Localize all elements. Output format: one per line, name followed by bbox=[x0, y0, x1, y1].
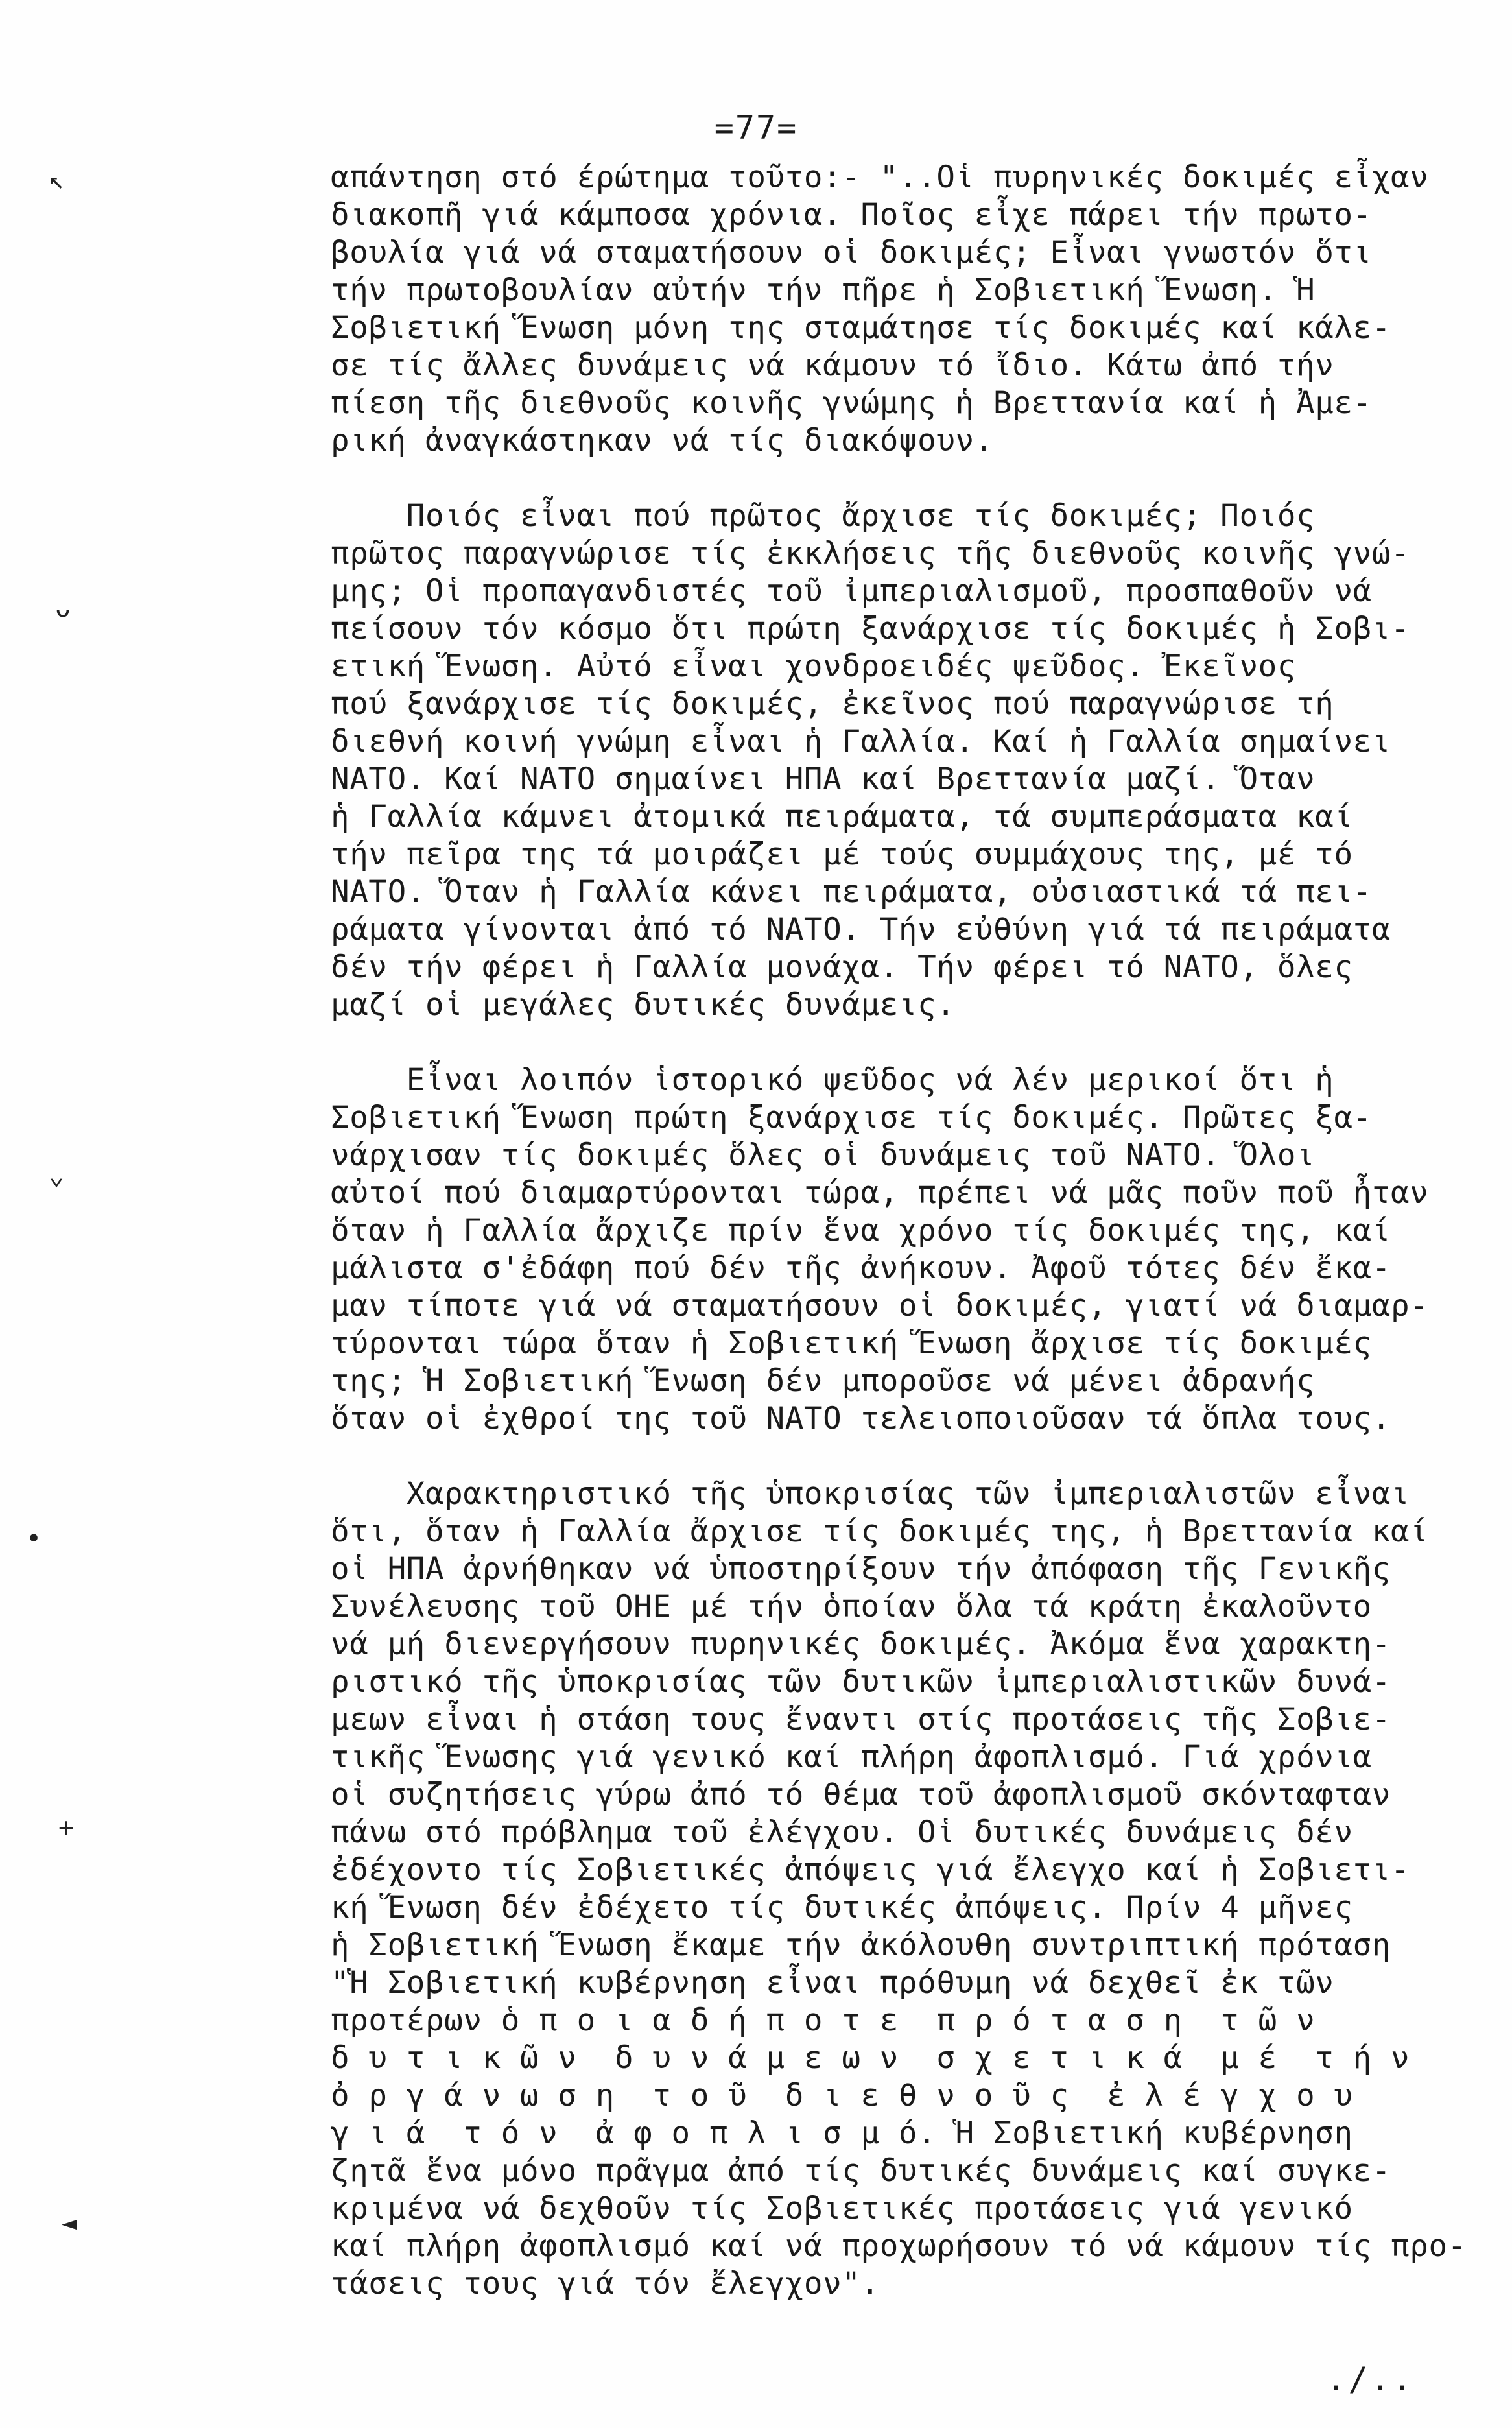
text-line: ἡ Γαλλία κάμνει ἀτομικά πειράματα, τά συμπεράσματα καί bbox=[331, 799, 1353, 835]
text-line: πρῶτος παραγνώρισε τίς ἐκκλήσεις τῆς διεθνοῦς κοινῆς γνώ- bbox=[331, 536, 1410, 571]
text-line: Σοβιετική Ἕνωση μόνη της σταμάτησε τίς δοκιμές καί κάλε- bbox=[331, 310, 1391, 346]
text-line: βουλία γιά νά σταματήσουν οἱ δοκιμές; Εἶναι γνωστόν ὅτι bbox=[331, 235, 1372, 270]
text-line: τικῆς Ἕνωσης γιά γενικό καί πλήρη ἀφοπλισμό. Γιά χρόνια bbox=[331, 1739, 1372, 1775]
text-line: ἡ Σοβιετική Ἕνωση ἔκαμε τήν ἀκόλουθη συντριπτική πρόταση bbox=[331, 1927, 1391, 1963]
page-number: =77= bbox=[714, 109, 798, 147]
text-line: ΝΑΤΟ. Ὅταν ἡ Γαλλία κάνει πειράματα, οὐσιαστικά τά πει- bbox=[331, 874, 1372, 910]
text-line: διεθνή κοινή γνώμη εἶναι ἡ Γαλλία. Καί ἡ Γαλλία σημαίνει bbox=[331, 724, 1391, 759]
text-line: νάρχισαν τίς δοκιμές ὅλες οἱ δυνάμεις τοῦ ΝΑΤΟ. Ὅλοι bbox=[331, 1137, 1316, 1173]
text-line: ὅτι, ὅταν ἡ Γαλλία ἄρχισε τίς δοκιμές της, ἡ Βρεττανία καί bbox=[331, 1514, 1429, 1549]
text-line: κριμένα νά δεχθοῦν τίς Σοβιετικές προτάσεις γιά γενικό bbox=[331, 2191, 1353, 2226]
text-line: ετική Ἕνωση. Αὐτό εἶναι χονδροειδές ψεῦδος. Ἐκεῖνος bbox=[331, 649, 1297, 684]
text-line: πάνω στό πρόβλημα τοῦ ἐλέγχου. Οἱ δυτικές δυνάμεις δέν bbox=[331, 1815, 1353, 1850]
text-line: ὅταν οἱ ἐχθροί της τοῦ ΝΑΤΟ τελειοποιοῦσαν τά ὅπλα τους. bbox=[331, 1401, 1391, 1436]
margin-scratch-mark: ᴗ bbox=[55, 593, 71, 623]
text-line: κή Ἕνωση δέν ἐδέχετο τίς δυτικές ἀπόψεις. Πρίν 4 μῆνες bbox=[331, 1890, 1353, 1925]
text-line: Ποιός εἶναι πού πρῶτος ἄρχισε τίς δοκιμές; Ποιός bbox=[331, 498, 1316, 534]
margin-scratch-mark: + bbox=[58, 1813, 75, 1842]
text-line: πίεση τῆς διεθνοῦς κοινῆς γνώμης ἡ Βρεττανία καί ἡ Ἀμε- bbox=[331, 385, 1372, 421]
margin-scratch-mark: ↖ bbox=[49, 165, 65, 195]
text-line: μαν τίποτε γιά νά σταματήσουν οἱ δοκιμές, γιατί νά διαμαρ- bbox=[331, 1288, 1429, 1324]
text-line: διακοπῆ γιά κάμποσα χρόνια. Ποῖος εἶχε πάρει τήν πρωτο- bbox=[331, 197, 1372, 233]
text-line: ρική ἀναγκάστηκαν νά τίς διακόψουν. bbox=[331, 423, 993, 458]
text-line: ὀ ρ γ ά ν ω σ η τ ο ῦ δ ι ε θ ν ο ῦ ς ἐ λ έ γ χ ο υ bbox=[331, 2078, 1353, 2113]
text-line: προτέρων ὁ π ο ι α δ ή π ο τ ε π ρ ό τ α σ η τ ῶ ν bbox=[331, 2003, 1316, 2038]
text-line: καί πλήρη ἀφοπλισμό καί νά προχωρήσουν τό νά κάμουν τίς προ- bbox=[331, 2228, 1467, 2264]
paragraph-gap bbox=[331, 1438, 1478, 1475]
paragraph-gap bbox=[331, 1024, 1478, 1062]
text-line: Συνέλευσης τοῦ ΟΗΕ μέ τήν ὁποίαν ὅλα τά κράτη ἐκαλοῦντο bbox=[331, 1589, 1372, 1625]
text-line: μάλιστα σ'ἐδάφη πού δέν τῆς ἀνήκουν. Ἀφοῦ τότες δέν ἔκα- bbox=[331, 1250, 1391, 1286]
text-line: Εἶναι λοιπόν ἱστορικό ψεῦδος νά λέν μερικοί ὅτι ἡ bbox=[331, 1062, 1334, 1098]
text-line: τήν πεῖρα της τά μοιράζει μέ τούς συμμάχους της, μέ τό bbox=[331, 837, 1353, 872]
text-line: οἱ ΗΠΑ ἀρνήθηκαν νά ὑποστηρίξουν τήν ἀπόφαση τῆς Γενικῆς bbox=[331, 1551, 1391, 1587]
text-line: ἐδέχοντο τίς Σοβιετικές ἀπόψεις γιά ἔλεγχο καί ἡ Σοβιετι- bbox=[331, 1852, 1410, 1888]
text-line: αὐτοί πού διαμαρτύρονται τώρα, πρέπει νά μᾶς ποῦν ποῦ ἦταν bbox=[331, 1175, 1429, 1211]
paragraph-gap bbox=[331, 460, 1478, 497]
text-line: τήν πρωτοβουλίαν αὐτήν τήν πῆρε ἡ Σοβιετική Ἕνωση. Ἡ bbox=[331, 272, 1316, 308]
text-line: απάντηση στό έρώτημα τοῦτο:- "..Οἱ πυρηνικές δοκιμές εἶχαν bbox=[331, 160, 1429, 195]
body-text bbox=[331, 159, 1478, 2303]
text-line: πού ξανάρχισε τίς δοκιμές, ἐκεῖνος πού παραγνώρισε τή bbox=[331, 686, 1334, 722]
text-line: ὅταν ἡ Γαλλία ἄρχιζε πρίν ἕνα χρόνο τίς δοκιμές της, καί bbox=[331, 1213, 1391, 1248]
continuation-mark: ./.. bbox=[1326, 2361, 1415, 2398]
text-line: Χαρακτηριστικό τῆς ὑποκρισίας τῶν ἰμπεριαλιστῶν εἶναι bbox=[331, 1476, 1410, 1512]
margin-scratch-mark: • bbox=[26, 1524, 42, 1554]
text-line: πείσουν τόν κόσμο ὅτι πρώτη ξανάρχισε τίς δοκιμές ἡ Σοβι- bbox=[331, 611, 1410, 647]
text-line: "Ἡ Σοβιετική κυβέρνηση εἶναι πρόθυμη νά δεχθεῖ ἐκ τῶν bbox=[331, 1965, 1334, 2001]
text-line: μεων εἶναι ἡ στάση τους ἔναντι στίς προτάσεις τῆς Σοβιε- bbox=[331, 1702, 1391, 1737]
text-line: ριστικό τῆς ὑποκρισίας τῶν δυτικῶν ἰμπεριαλιστικῶν δυνά- bbox=[331, 1664, 1391, 1700]
margin-scratch-mark: ⌄ bbox=[49, 1161, 65, 1191]
text-line: δ υ τ ι κ ῶ ν δ υ ν ά μ ε ω ν σ χ ε τ ι κ ά μ έ τ ή ν bbox=[331, 2040, 1410, 2076]
text-line: γ ι ά τ ό ν ἀ φ ο π λ ι σ μ ό. Ἡ Σοβιετική κυβέρνηση bbox=[331, 2115, 1353, 2151]
text-line: ζητᾶ ἕνα μόνο πρᾶγμα ἀπό τίς δυτικές δυνάμεις καί συγκε- bbox=[331, 2153, 1391, 2189]
text-line: ράματα γίνονται ἀπό τό ΝΑΤΟ. Τήν εὐθύνη γιά τά πειράματα bbox=[331, 912, 1391, 947]
text-line: της; Ἡ Σοβιετική Ἕνωση δέν μποροῦσε νά μένει ἀδρανής bbox=[331, 1363, 1316, 1399]
text-line: ΝΑΤΟ. Καί ΝΑΤΟ σημαίνει ΗΠΑ καί Βρεττανία μαζί. Ὅταν bbox=[331, 761, 1316, 797]
margin-scratch-mark: ◄ bbox=[62, 2208, 78, 2238]
text-line: τάσεις τους γιά τόν ἔλεγχον". bbox=[331, 2266, 880, 2302]
text-line: σε τίς ἄλλες δυνάμεις νά κάμουν τό ἴδιο. Κάτω ἀπό τήν bbox=[331, 348, 1334, 383]
text-line: τύρονται τώρα ὅταν ἡ Σοβιετική Ἕνωση ἄρχισε τίς δοκιμές bbox=[331, 1326, 1372, 1361]
text-line: νά μή διενεργήσουν πυρηνικές δοκιμές. Ἀκόμα ἕνα χαρακτη- bbox=[331, 1626, 1391, 1662]
text-line: οἱ συζητήσεις γύρω ἀπό τό θέμα τοῦ ἀφοπλισμοῦ σκόνταφταν bbox=[331, 1777, 1391, 1813]
text-line: μαζί οἱ μεγάλες δυτικές δυνάμεις. bbox=[331, 987, 956, 1023]
text-line: μης; Οἱ προπαγανδιστές τοῦ ἰμπεριαλισμοῦ, προσπαθοῦν νά bbox=[331, 573, 1372, 609]
text-line: δέν τήν φέρει ἡ Γαλλία μονάχα. Τήν φέρει τό ΝΑΤΟ, ὅλες bbox=[331, 949, 1353, 985]
text-line: Σοβιετική Ἕνωση πρώτη ξανάρχισε τίς δοκιμές. Πρῶτες ξα- bbox=[331, 1100, 1372, 1136]
